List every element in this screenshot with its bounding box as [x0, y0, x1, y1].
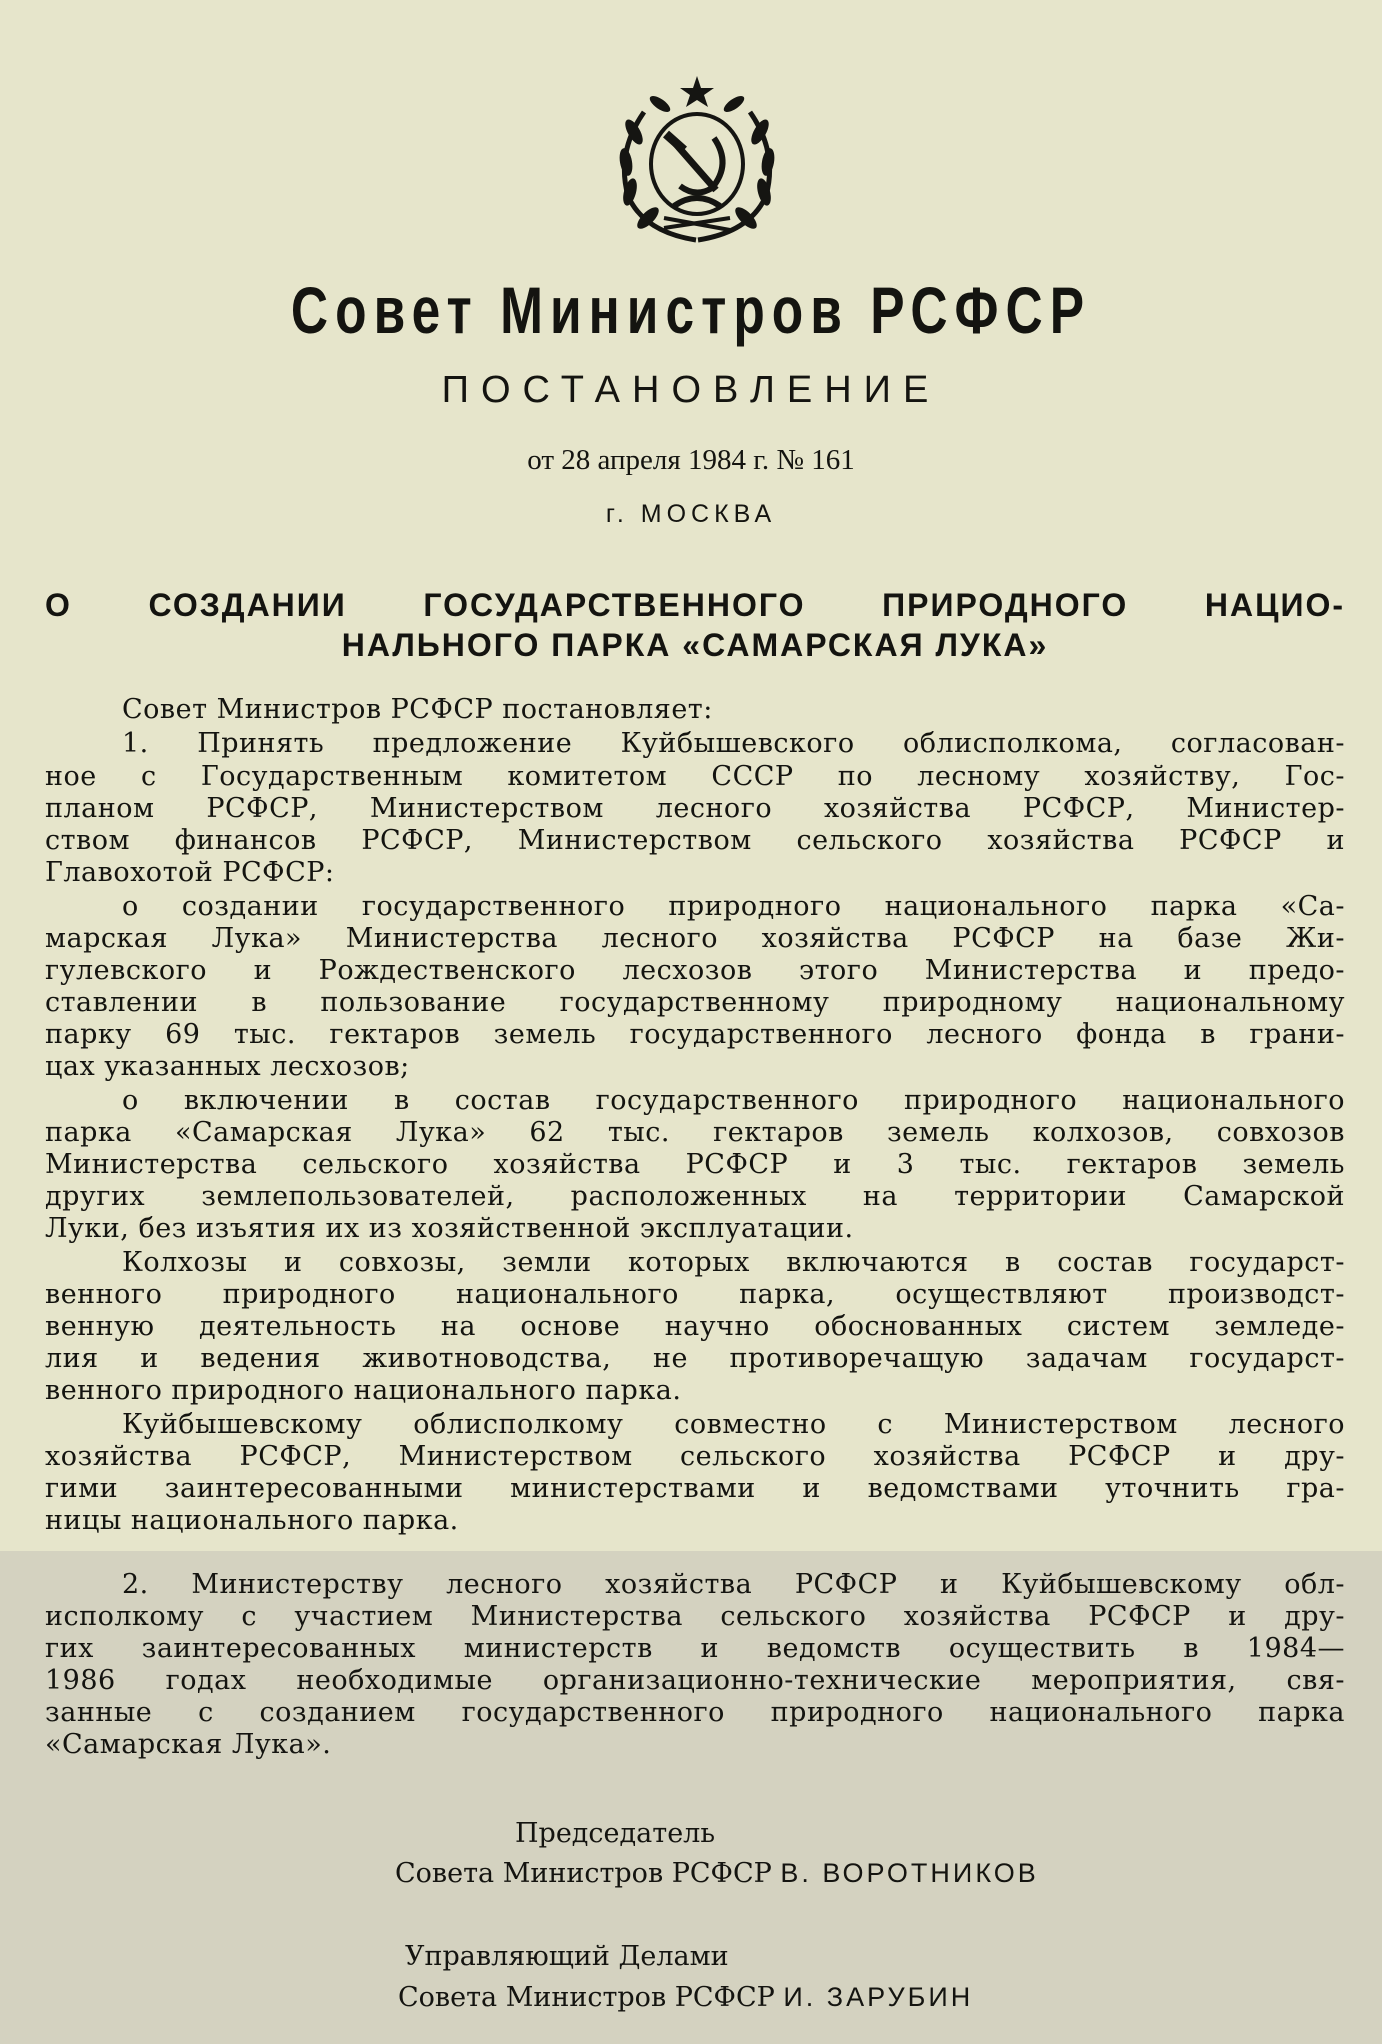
body-text-line: о создании государственного природного национального парка «Са- — [122, 891, 1345, 922]
body-text-line: планом РСФСР, Министерством лесного хозяйства РСФСР, Министер- — [45, 793, 1345, 824]
title-line: НАЛЬНОГО ПАРКА «САМАРСКАЯ ЛУКА» — [341, 627, 1049, 663]
signature-line — [398, 1980, 973, 2015]
body-text-line: Луки, без изъятия их из хозяйственной эксплуатации. — [45, 1213, 854, 1244]
signature-title: Совета Министров РСФСР — [398, 1982, 775, 2013]
body-text-line: исполкому с участием Министерства сельского хозяйства РСФСР и дру- — [45, 1601, 1345, 1632]
body-text-line: цах указанных лесхозов; — [45, 1051, 410, 1082]
body-text-line: занные с созданием государственного природного национального парка — [45, 1697, 1345, 1728]
body-text-line: ное с Государственным комитетом СССР по лесному хозяйству, Гос- — [45, 761, 1345, 792]
signatory-name: В. ВОРОТНИКОВ — [780, 1858, 1039, 1888]
body-text-line: ницы национального парка. — [45, 1505, 459, 1536]
body-text-line: 2. Министерству лесного хозяйства РСФСР и Куйбышевскому обл- — [122, 1569, 1345, 1600]
body-text-line: других землепользователей, расположенных на территории Самарской — [45, 1181, 1345, 1212]
signature-title: Управляющий Делами — [405, 1941, 729, 1972]
body-text-line: гих заинтересованных министерств и ведомств осуществить в 1984— — [45, 1633, 1345, 1664]
body-text-line: гими заинтересованными министерствами и ведомствами уточнить гра- — [45, 1473, 1345, 1504]
body-text-line: Министерства сельского хозяйства РСФСР и 3 тыс. гектаров земель — [45, 1149, 1345, 1180]
body-text-line: венного природного национального парка. — [45, 1375, 682, 1406]
signature-line — [395, 1856, 1039, 1891]
body-text-line: «Самарская Лука». — [45, 1729, 332, 1760]
body-text-line: лия и ведения животноводства, не противоречащую задачам государст- — [45, 1343, 1345, 1374]
body-text-line: 1986 годах необходимые организационно-технические мероприятия, свя- — [45, 1665, 1345, 1696]
body-text-line: 1. Принять предложение Куйбышевского облисполкома, согласован- — [122, 728, 1345, 759]
body-text-line: венного природного национального парка, осуществляют производст- — [45, 1279, 1345, 1310]
body-text-line: Главохотой РСФСР: — [45, 857, 335, 888]
body-text-line: Куйбышевскому облисполкому совместно с Министерством лесного — [122, 1409, 1345, 1440]
body-text-line: ставлении в пользование государственному природному национальному — [45, 987, 1345, 1018]
body-text-line: хозяйства РСФСР, Министерством сельского хозяйства РСФСР и дру- — [45, 1441, 1345, 1472]
body-text-line: парку 69 тыс. гектаров земель государственного лесного фонда в грани- — [45, 1019, 1345, 1050]
body-text-line: парка «Самарская Лука» 62 тыс. гектаров земель колхозов, совхозов — [45, 1117, 1345, 1148]
body-text-line: о включении в состав государственного природного национального — [122, 1085, 1345, 1116]
body-text-line: Совет Министров РСФСР постановляет: — [122, 694, 713, 725]
city: г. МОСКВА — [605, 500, 777, 528]
body-text-line: венную деятельность на основе научно обоснованных систем земледе- — [45, 1311, 1345, 1342]
issuer-heading: Совет Министров РСФСР — [290, 273, 1092, 347]
body-text-line: марская Лука» Министерства лесного хозяйства РСФСР на базе Жи- — [45, 923, 1345, 954]
title-line: О СОЗДАНИИ ГОСУДАРСТВЕННОГО ПРИРОДНОГО НАЦИО- — [45, 587, 1345, 623]
signatory-name: И. ЗАРУБИН — [783, 1982, 974, 2012]
document-type: ПОСТАНОВЛЕНИЕ — [441, 369, 941, 411]
body-text-line: ством финансов РСФСР, Министерством сельского хозяйства РСФСР и — [45, 825, 1345, 856]
date-and-number: от 28 апреля 1984 г. № 161 — [527, 444, 855, 476]
signature-title: Совета Министров РСФСР — [395, 1858, 772, 1889]
body-text-line: гулевского и Рождественского лесхозов этого Министерства и предо- — [45, 955, 1345, 986]
body-text-line: Колхозы и совхозы, земли которых включаются в состав государст- — [122, 1247, 1345, 1278]
signature-title: Председатель — [515, 1818, 716, 1849]
rsfsr-coat-of-arms-icon — [604, 72, 790, 248]
